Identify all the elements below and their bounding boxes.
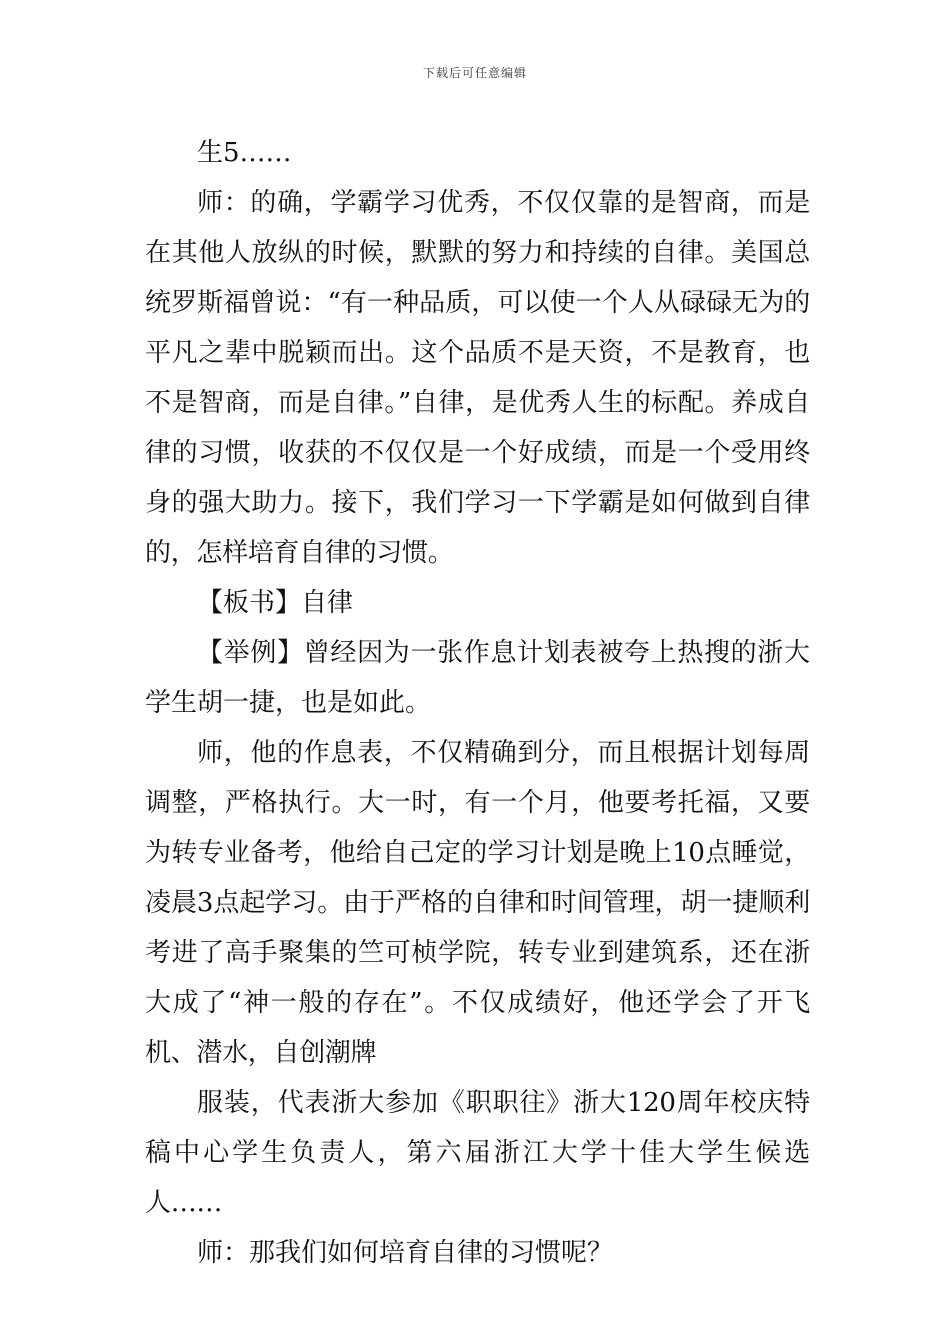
paragraph-teacher-self-discipline: 师：的确，学霸学习优秀，不仅仅靠的是智商，而是在其他人放纵的时候，默默的努力和持续的自律。美国总统罗斯福曾说：“有一种品质，可以使一个人从碌碌无为的平凡之辈中脱颖而出。这个品质不是天资，不是教育，也不是智商，而是自律。”自律，是优秀人生的标配。养成自律的习惯，收获的不仅仅是一个好成绩，而是一个受用终身的强大助力。接下，我们学习一下学霸是如何做到自律的，怎样培育自律的习惯。 <box>145 188 810 568</box>
paragraph-achievements: 服装，代表浙大参加《职职往》浙大120周年校庆特稿中心学生负责人，第六届浙江大学十佳大学生候选人…… <box>145 1088 810 1218</box>
document-body <box>145 128 810 1278</box>
paragraph-teacher-question: 师：那我们如何培育自律的习惯呢？ <box>197 1238 614 1268</box>
paragraph-teacher-schedule: 师，他的作息表，不仅精确到分，而且根据计划每周调整，严格执行。大一时，有一个月，他要考托福，又要为转专业备考，他给自己定的学习计划是晚上10点睡觉，凌晨3点起学习。由于严格的自律和时间管理，胡一捷顺利考进了高手聚集的竺可桢学院，转专业到建筑系，还在浙大成了“神一般的存在”。不仅成绩好，他还学会了开飞机、潜水，自创潮牌 <box>145 738 810 1068</box>
paragraph-student-5: 生5…… <box>197 138 292 168</box>
paragraph-example: 【举例】曾经因为一张作息计划表被夸上热搜的浙大学生胡一捷，也是如此。 <box>145 638 810 718</box>
page-header: 下载后可任意编辑 <box>422 66 527 80</box>
paragraph-board-note: 【板书】自律 <box>197 588 354 618</box>
